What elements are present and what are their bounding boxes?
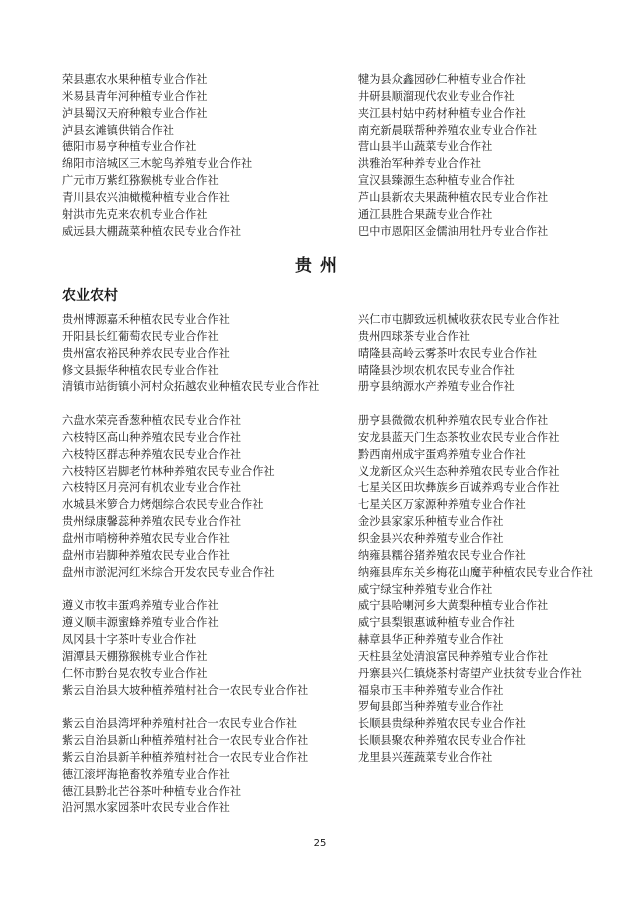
list-item: 纳雍县库东关乡梅花山魔芋种植农民专业合作社 xyxy=(358,565,593,579)
list-item: 德江滚坪海艳畜牧养殖专业合作社 xyxy=(62,767,230,781)
list-item: 营山县半山蔬菜专业合作社 xyxy=(358,140,493,154)
list-item: 凤冈县十字茶叶专业合作社 xyxy=(62,633,197,647)
list-item: 绵阳市涪城区三木鸵鸟养殖专业合作社 xyxy=(62,157,253,171)
sichuan-left-column xyxy=(62,72,252,240)
list-item: 安龙县蓝天门生态茶牧业农民专业合作社 xyxy=(358,430,560,444)
list-item: 盘州市岩脚种养殖农民专业合作社 xyxy=(62,548,230,562)
list-item: 盘州市哨榜种养殖农民专业合作社 xyxy=(62,531,230,545)
list-item: 紫云自治县新羊种植养殖村社合一农民专业合作社 xyxy=(62,750,309,764)
list-item: 宣汉县臻源生态种植专业合作社 xyxy=(358,174,515,188)
list-item: 青川县农兴油橄榄种植专业合作社 xyxy=(62,190,230,204)
list-item: 龙里县兴莲蔬菜专业合作社 xyxy=(358,750,493,764)
list-item: 紫云自治县新山种植养殖村社合一农民专业合作社 xyxy=(62,734,309,748)
list-item: 南充新晨联帮种养殖农业专业合作社 xyxy=(358,123,538,137)
sichuan-right-column xyxy=(358,72,548,240)
list-item: 贵州富农裕民种养农民专业合作社 xyxy=(62,346,230,360)
list-item: 仁怀市黔台晃农牧专业合作社 xyxy=(62,666,208,680)
list-item: 荣县惠农水果种植专业合作社 xyxy=(62,73,208,86)
list-item: 六枝特区岩脚老竹林种养殖农民专业合作社 xyxy=(62,464,275,478)
list-item: 夹江县村姑中药材种植专业合作社 xyxy=(358,106,526,120)
spacer xyxy=(62,396,319,413)
list-item: 七星关区田坎彝族乡百诚养鸡专业合作社 xyxy=(358,481,560,495)
list-item: 湄潭县天棚猕猴桃专业合作社 xyxy=(62,649,208,663)
list-item: 兴仁市屯脚致远机械收获农民专业合作社 xyxy=(358,313,560,326)
list-item: 福泉市玉丰种养殖专业合作社 xyxy=(358,683,504,697)
list-item: 天柱县坌处清浪富民种养殖专业合作社 xyxy=(358,649,549,663)
list-item: 泸县玄滩镇供销合作社 xyxy=(62,123,174,137)
list-item: 纳雍县糯谷猪养殖农民专业合作社 xyxy=(358,548,526,562)
list-item: 紫云自治县大坡种植养殖村社合一农民专业合作社 xyxy=(62,683,309,697)
list-item: 册亨县微微农机种养殖农民专业合作社 xyxy=(358,414,549,428)
list-item: 贵州绿康馨蕊种养殖农民专业合作社 xyxy=(62,515,242,529)
list-item: 贵州博源嘉禾种植农民专业合作社 xyxy=(62,313,230,326)
guizhou-left-column xyxy=(62,312,319,817)
list-item: 威远县大棚蔬菜种植农民专业合作社 xyxy=(62,224,242,238)
list-item: 罗甸县郎当种养殖专业合作社 xyxy=(358,700,504,714)
list-item: 册亨县纳源水产养殖专业合作社 xyxy=(358,380,515,394)
list-item: 芦山县新农夫果蔬种植农民专业合作社 xyxy=(358,190,549,204)
list-item: 盘州市淤泥河红米综合开发农民专业合作社 xyxy=(62,565,275,579)
list-item: 巴中市恩阳区金儒油用牡丹专业合作社 xyxy=(358,224,549,238)
list-item: 德阳市易亨种植专业合作社 xyxy=(62,140,197,154)
list-item: 丹寨县兴仁镇烧茶村寄望产业扶贫专业合作社 xyxy=(358,666,582,680)
province-heading: 贵州 xyxy=(295,256,345,276)
list-item: 义龙新区众兴生态种养殖农民专业合作社 xyxy=(358,464,560,478)
list-item: 紫云自治县湾坪种养殖村社合一农民专业合作社 xyxy=(62,717,297,731)
list-item: 晴隆县沙坝农机农民专业合作社 xyxy=(358,363,515,377)
spacer xyxy=(62,699,319,716)
spacer xyxy=(358,396,596,413)
list-item: 赫章县华正种养殖专业合作社 xyxy=(358,633,504,647)
list-item: 织金县兴农种养殖专业合作社 xyxy=(358,531,504,545)
list-item: 黔西南州成宇蛋鸡养殖专业合作社 xyxy=(358,447,526,461)
list-item: 泸县蜀汉天府种粮专业合作社 xyxy=(62,106,208,120)
list-item: 沿河黑水家园茶叶农民专业合作社 xyxy=(62,801,230,815)
list-item: 七星关区万家源种养殖专业合作社 xyxy=(358,498,526,512)
list-item: 长顺县聚农种养殖农民专业合作社 xyxy=(358,734,526,748)
list-item: 犍为县众鑫园砂仁种植专业合作社 xyxy=(358,73,526,86)
list-item: 修文县振华种植农民专业合作社 xyxy=(62,363,219,377)
list-item: 威宁县哈喇河乡大黄梨种植专业合作社 xyxy=(358,599,549,613)
list-item: 遵义顺丰源蜜蜂养殖专业合作社 xyxy=(62,616,219,630)
list-item: 六盘水荣亮香葱种植农民专业合作社 xyxy=(62,414,242,428)
list-item: 威宁绿宝种养殖专业合作社 xyxy=(358,582,493,596)
list-item: 水城县米箩合力烤烟综合农民专业合作社 xyxy=(62,498,264,512)
list-item: 长顺县贵绿种养殖农民专业合作社 xyxy=(358,717,526,731)
list-item: 清镇市站街镇小河村众拓越农业种植农民专业合作社 xyxy=(62,380,320,394)
page-number: 25 xyxy=(313,838,327,849)
list-item: 贵州四球茶专业合作社 xyxy=(358,329,470,343)
list-item: 米易县青年河种植专业合作社 xyxy=(62,89,208,103)
list-item: 井研县顺溜现代农业专业合作社 xyxy=(358,89,515,103)
list-item: 德江县黔北芒谷茶叶种植专业合作社 xyxy=(62,784,242,798)
list-item: 通江县胜合果蔬专业合作社 xyxy=(358,207,493,221)
spacer xyxy=(62,582,319,599)
list-item: 开阳县长红葡萄农民专业合作社 xyxy=(62,329,219,343)
list-item: 六枝特区月亮河有机农业专业合作社 xyxy=(62,481,242,495)
category-heading: 农业农村 xyxy=(62,288,118,304)
list-item: 六枝特区高山种养殖农民专业合作社 xyxy=(62,430,242,444)
list-item: 遵义市牧丰蛋鸡养殖专业合作社 xyxy=(62,599,219,613)
list-item: 洪雅治军种养专业合作社 xyxy=(358,157,482,171)
list-item: 六枝特区群志种养殖农民专业合作社 xyxy=(62,447,242,461)
guizhou-right-column xyxy=(358,312,596,767)
list-item: 射洪市先克来农机专业合作社 xyxy=(62,207,208,221)
list-item: 金沙县家家乐种植专业合作社 xyxy=(358,515,504,529)
list-item: 晴隆县高岭云雾茶叶农民专业合作社 xyxy=(358,346,538,360)
list-item: 广元市万紫红猕猴桃专业合作社 xyxy=(62,174,219,188)
list-item: 威宁县梨银惠诚种植专业合作社 xyxy=(358,616,515,630)
